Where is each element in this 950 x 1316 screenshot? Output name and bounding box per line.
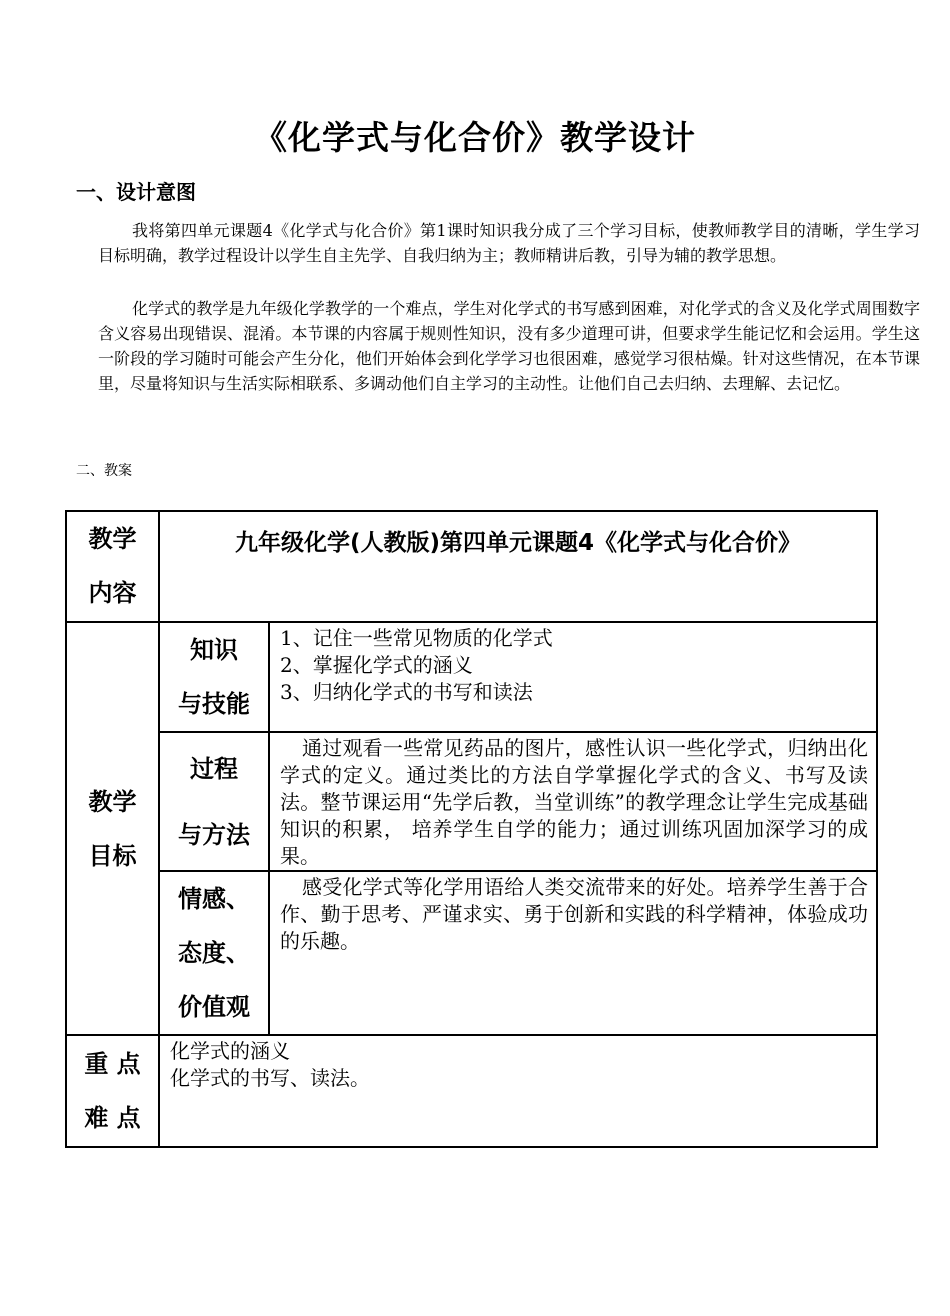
paragraph-1: 我将第四单元课题4《化学式与化合价》第1课时知识我分成了三个学习目标，使教师教学目的清晰，学生学习目标明确，教学过程设计以学生自主先学、自我归纳为主；教师精讲后教，引导为辅的教学思想。 — [98, 221, 920, 265]
table-row-process — [66, 732, 877, 871]
list-item: 化学式的涵义 — [170, 1039, 290, 1063]
cell-content-label: 教学 内容 — [66, 511, 159, 622]
table-row-keypoints — [66, 1035, 877, 1147]
cell-process-label: 过程 与方法 — [159, 732, 269, 871]
table-row-content — [66, 511, 877, 622]
table-row-emotion — [66, 871, 877, 1035]
list-item: 1、记住一些常见物质的化学式 — [280, 626, 553, 650]
cell-process-content: 通过观看一些常见药品的图片，感性认识一些化学式，归纳出化学式的定义。通过类比的方法自学掌握化学式的含义、书写及读法。整节课运用“先学后教，当堂训练”的教学理念让学生完成基础知识的积累， 培养学生自学的能力；通过训练巩固加深学习的成果。 — [269, 732, 877, 871]
cell-keypoint-content — [159, 1035, 877, 1147]
list-item: 化学式的书写、读法。 — [170, 1066, 370, 1090]
cell-content-value: 九年级化学(人教版)第四单元课题4《化学式与化合价》 — [159, 511, 877, 622]
paragraph-2: 化学式的教学是九年级化学教学的一个难点，学生对化学式的书写感到困难，对化学式的含义及化学式周围数字含义容易出现错误、混淆。本节课的内容属于规则性知识，没有多少道理可讲，但要求学生能记忆和会运用。学生这一阶段的学习随时可能会产生分化，他们开始体会到化学学习也很困难，感觉学习很枯燥。针对这些情况，在本节课里，尽量将知识与生活实际相联系、多调动他们自主学习的主动性。让他们自己去归纳、去理解、去记忆。 — [98, 299, 920, 393]
lesson-plan-table — [65, 510, 878, 1148]
section-heading-design-intent: 一、设计意图 — [76, 180, 196, 204]
cell-emotion-content: 感受化学式等化学用语给人类交流带来的好处。培养学生善于合作、勤于思考、严谨求实、勇于创新和实践的科学精神，体验成功的乐趣。 — [269, 871, 877, 1035]
cell-knowledge-content — [269, 622, 877, 732]
document-title: 《化学式与化合价》教学设计 — [254, 118, 696, 157]
cell-knowledge-label: 知识 与技能 — [159, 622, 269, 732]
cell-emotion-label: 情感、 态度、 价值观 — [159, 871, 269, 1035]
section-heading-lesson-plan: 二、教案 — [76, 463, 132, 479]
list-item: 2、掌握化学式的涵义 — [280, 653, 473, 677]
table-row-knowledge — [66, 622, 877, 732]
list-item: 3、归纳化学式的书写和读法 — [280, 680, 533, 704]
cell-goal-label: 教学 目标 — [66, 622, 159, 1035]
cell-keypoint-label: 重 点 难 点 — [66, 1035, 159, 1147]
